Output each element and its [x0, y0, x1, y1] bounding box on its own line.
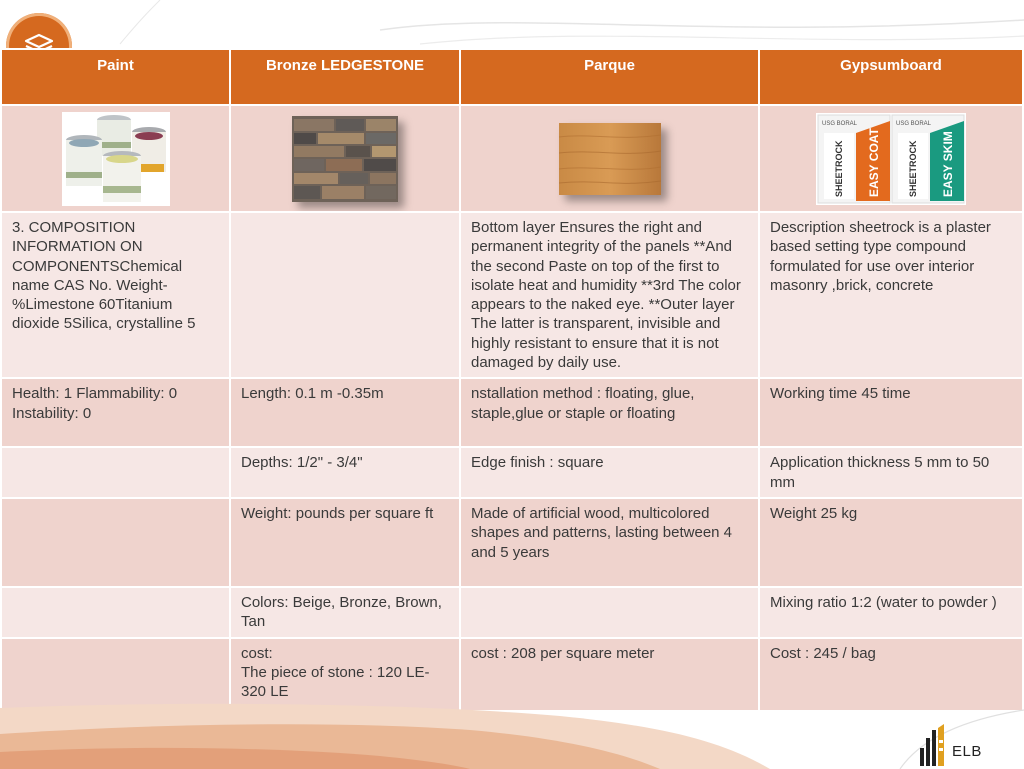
- table-cell: Colors: Beige, Bronze, Brown, Tan: [230, 587, 460, 638]
- table-cell: Description sheetrock is a plaster based setting type compound formulated for use over interior masonry ,brick, concrete: [759, 212, 1023, 378]
- table-cell: Length: 0.1 m -0.35m: [230, 378, 460, 447]
- table-cell: cost : 208 per square meter: [460, 638, 759, 711]
- table-row: [1, 498, 1023, 587]
- parquet-wood-image: [559, 123, 661, 195]
- table-cell: Edge finish : square: [460, 447, 759, 498]
- table-row: [1, 378, 1023, 447]
- table-cell: cost: The piece of stone : 120 LE- 320 LE: [230, 638, 460, 711]
- table-cell: [1, 587, 230, 638]
- table-cell: [1, 498, 230, 587]
- paint-cans-image: [62, 112, 170, 206]
- header-gypsumboard: Gypsumboard: [759, 49, 1023, 105]
- header-row: [1, 49, 1023, 105]
- table-cell: [230, 212, 460, 378]
- bag1-brand: USG BORAL: [822, 120, 858, 127]
- table-cell: Health: 1 Flammability: 0 Instability: 0: [1, 378, 230, 447]
- table-cell: nstallation method : floating, glue, staple,glue or staple or floating: [460, 378, 759, 447]
- bag2-name: EASY SKIM: [941, 130, 955, 197]
- table-cell: Weight: pounds per square ft: [230, 498, 460, 587]
- table-cell: Made of artificial wood, multicolored shapes and patterns, lasting between 4 and 5 years: [460, 498, 759, 587]
- ledgestone-image: [292, 116, 398, 202]
- table-cell: Bottom layer Ensures the right and permanent integrity of the panels **And the second Paste on top of the first to isolate heat and humidity **3rd The color appears to the naked eye. **Outer layer The latter is transparent, invisible and highly resistant to ensure that it is not damaged by daily use.: [460, 212, 759, 378]
- table-cell: Cost : 245 / bag: [759, 638, 1023, 711]
- ledgestone-image-cell: [230, 105, 460, 212]
- parquet-image-cell: [460, 105, 759, 212]
- bag1-name: EASY COAT: [867, 127, 881, 197]
- top-decoration: [0, 0, 1024, 48]
- table-cell: Weight 25 kg: [759, 498, 1023, 587]
- bag2-brand: USG BORAL: [896, 120, 932, 127]
- image-row: [1, 105, 1023, 212]
- header-paint: Paint: [1, 49, 230, 105]
- gypsum-image-cell: [759, 105, 1023, 212]
- bag1-product: SHEETROCK: [834, 139, 844, 197]
- table-row: [1, 212, 1023, 378]
- table-row: [1, 447, 1023, 498]
- paint-image-cell: [1, 105, 230, 212]
- table-cell: [1, 447, 230, 498]
- table-cell: Application thickness 5 mm to 50 mm: [759, 447, 1023, 498]
- bag2-product: SHEETROCK: [908, 139, 918, 197]
- materials-table: [0, 48, 1024, 712]
- header-parque: Parque: [460, 49, 759, 105]
- table-cell: 3. COMPOSITION INFORMATION ON COMPONENTSChemical name CAS No. Weight-%Limestone 60Titanium dioxide 5Silica, crystalline 5: [1, 212, 230, 378]
- elb-logo: [918, 722, 988, 766]
- table-cell: Mixing ratio 1:2 (water to powder ): [759, 587, 1023, 638]
- bottom-decoration: [0, 690, 1024, 769]
- logo-text: ELB: [952, 743, 982, 760]
- header-ledgestone: Bronze LEDGESTONE: [230, 49, 460, 105]
- table-cell: Working time 45 time: [759, 378, 1023, 447]
- gypsum-bags-image: [816, 113, 966, 205]
- table-cell: [460, 587, 759, 638]
- table-cell: Depths: 1/2" - 3/4": [230, 447, 460, 498]
- table-row: [1, 587, 1023, 638]
- building-logo-icon: [918, 724, 948, 766]
